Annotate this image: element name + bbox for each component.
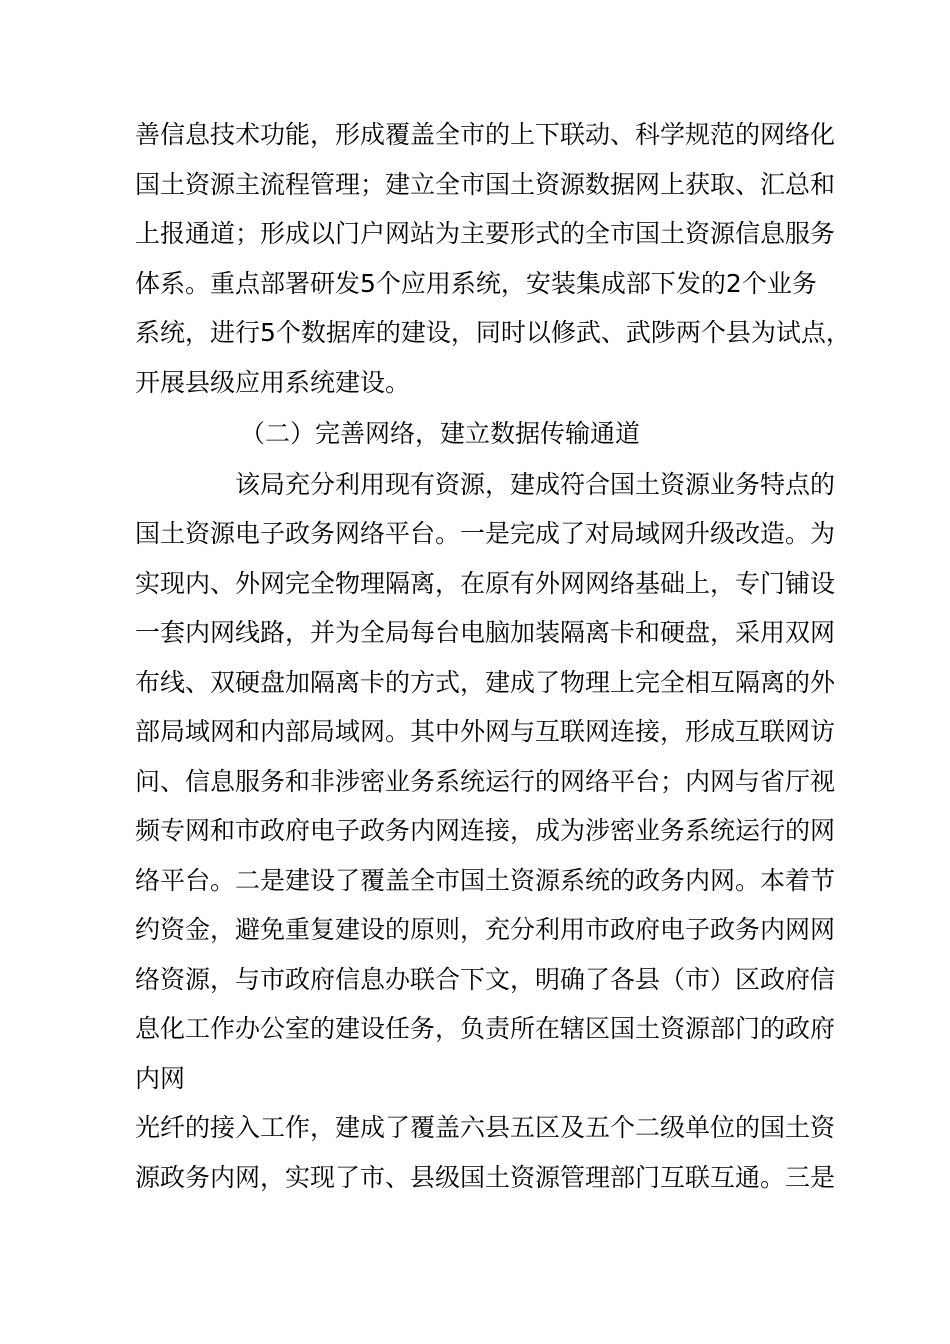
text-line: 部局域网和内部局域网。其中外网与互联网连接，形成互联网访 [135, 717, 836, 746]
paragraph-first-line: 该局充分利用现有资源，建成符合国土资源业务特点的 [235, 470, 836, 499]
text-line: 源政务内网，实现了市、县级国土资源管理部门互联互通。三是 [135, 1163, 836, 1192]
text-line: 开展县级应用系统建设。 [135, 368, 411, 397]
text-line: 国土资源电子政务网络平台。一是完成了对局域网升级改造。为 [135, 519, 836, 548]
text-line: 络资源，与市政府信息办联合下文，明确了各县（市）区政府信 [135, 965, 836, 994]
text-line: 约资金，避免重复建设的原则，充分利用市政府电子政务内网网 [135, 915, 836, 944]
text-line: 息化工作办公室的建设任务，负责所在辖区国土资源部门的政府 [135, 1014, 836, 1043]
section-heading: （二）完善网络，建立数据传输通道 [240, 419, 641, 448]
text-line: 光纤的接入工作，建成了覆盖六县五区及五个二级单位的国土资 [135, 1113, 836, 1142]
text-line: 实现内、外网完全物理隔离，在原有外网网络基础上，专门铺设 [135, 569, 836, 598]
text-line: 内网 [135, 1064, 186, 1093]
text-line: 体系。重点部署研发5个应用系统，安装集成部下发的2个业务 [135, 269, 817, 298]
text-line: 善信息技术功能，形成覆盖全市的上下联动、科学规范的网络化 [135, 120, 836, 149]
text-line: 布线、双硬盘加隔离卡的方式，建成了物理上完全相互隔离的外 [135, 668, 836, 697]
text-line: 一套内网线路，并为全局每台电脑加装隔离卡和硬盘，采用双网 [135, 618, 836, 647]
text-line: 络平台。二是建设了覆盖全市国土资源系统的政务内网。本着节 [135, 866, 836, 895]
text-line: 频专网和市政府电子政务内网连接，成为涉密业务系统运行的网 [135, 816, 836, 845]
text-line: 系统，进行5个数据库的建设，同时以修武、武陟两个县为试点， [135, 318, 851, 347]
text-line: 国土资源主流程管理；建立全市国土资源数据网上获取、汇总和 [135, 170, 836, 199]
text-line: 上报通道；形成以门户网站为主要形式的全市国土资源信息服务 [135, 219, 836, 248]
text-line: 问、信息服务和非涉密业务系统运行的网络平台；内网与省厅视 [135, 767, 836, 796]
